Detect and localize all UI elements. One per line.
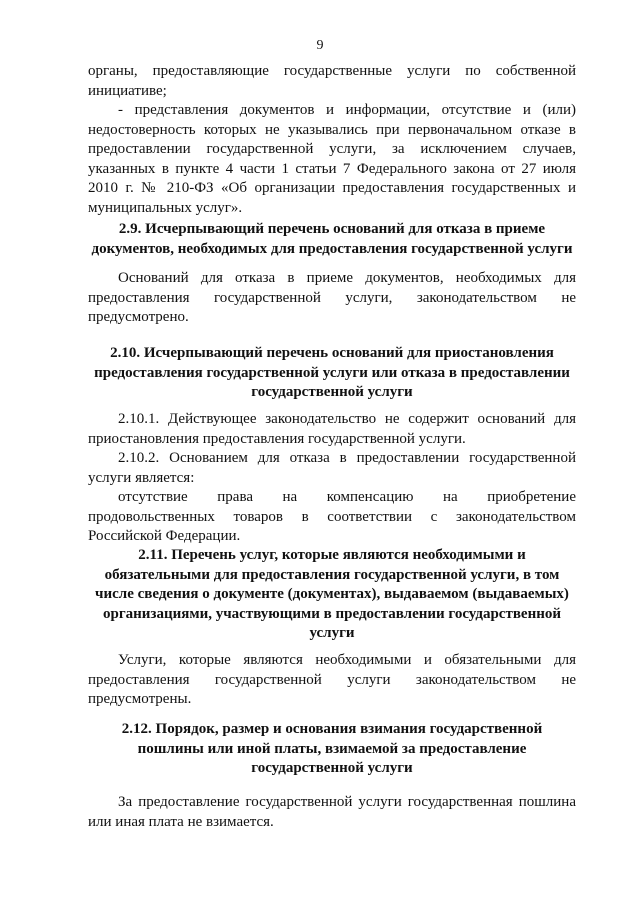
- intro-line-1: органы, предоставляющие государственные услуги по собственной: [88, 63, 576, 79]
- section-2-11-body: [88, 651, 576, 710]
- section-2-12-body: [88, 793, 576, 832]
- section-2-10-paragraph-3: отсутствие права на компенсацию на приобретение продовольственных товаров в соответствии с законодательством Российской Федерации.: [88, 489, 576, 544]
- intro-line-2: инициативе;: [88, 82, 167, 99]
- section-2-11: [88, 546, 576, 644]
- section-2-9-body: [88, 269, 576, 328]
- intro-paragraph-2: - представления документов и информации, отсутствие и (или) недостоверность которых не указывались при первоначальном отказе в предоставлении государственной услуги, за исключением случаев, указанных в пункте 4 части 1 статьи 7 Федерального закона от 27 июля 2010 г. № 210-ФЗ «Об организации предоставления государственных и муниципальных услуг».: [88, 102, 576, 216]
- section-2-10: [88, 344, 576, 403]
- section-2-9-heading: 2.9. Исчерпывающий перечень оснований для отказа в приеме документов, необходимых для предоставления государственной услуги: [91, 221, 573, 257]
- page-number: 9: [316, 38, 324, 53]
- section-2-12: [88, 720, 576, 779]
- section-2-10-body: [88, 410, 576, 547]
- section-2-11-text: Услуги, которые являются необходимыми и обязательными для предоставления государственной услуги законодательством не предусмотрены.: [88, 652, 576, 707]
- intro-block: [88, 62, 576, 218]
- section-2-11-heading: 2.11. Перечень услуг, которые являются необходимыми и обязательными для предоставления государственной услуги, в том числе сведения о документе (документах), выдаваемом (выдаваемых) организациями, участвующими в предоставлении государственной услуги: [95, 547, 569, 641]
- section-2-9: [88, 220, 576, 259]
- section-2-10-paragraph-1: 2.10.1. Действующее законодательство не содержит оснований для приостановления предоставления государственной услуги.: [88, 411, 576, 447]
- section-2-10-paragraph-2: 2.10.2. Основанием для отказа в предоставлении государственной услуги является:: [88, 450, 576, 486]
- section-2-9-text: Оснований для отказа в приеме документов, необходимых для предоставления государственной услуги, законодательством не предусмотрено.: [88, 270, 576, 325]
- section-2-12-heading: 2.12. Порядок, размер и основания взимания государственной пошлины или иной платы, взимаемой за предоставление государственной услуги: [121, 721, 543, 776]
- section-2-12-text: За предоставление государственной услуги государственная пошлина или иная плата не взимается.: [88, 794, 576, 830]
- section-2-10-heading: 2.10. Исчерпывающий перечень оснований для приостановления предоставления государственной услуги или отказа в предоставлении государственной услуги: [94, 345, 570, 400]
